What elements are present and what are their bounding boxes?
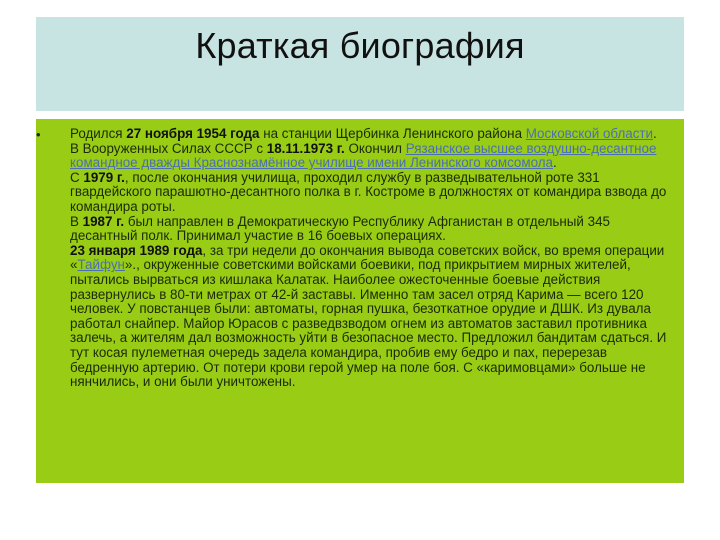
slide-title: Краткая биография [195,25,525,66]
birth-date: 27 ноября 1954 года [126,126,260,141]
text-span: С [70,169,84,185]
text-span: Родился [70,126,127,141]
text-span: . [553,155,557,171]
service-date: 18.11.1973 г. [266,140,345,156]
paragraph-service [70,142,670,171]
paragraph-birth [70,127,670,142]
text-span: на станции Щербинка Ленинского района [259,126,526,141]
paragraph-1987 [70,215,670,244]
date-1987: 1987 г. [82,213,125,229]
bullet-marker: • [36,127,41,142]
text-span: был направлен в Демократическую Республику Афганистан в отдельный 345 десантный полк. Принимал участие в 16 боевых операциях. [70,213,610,244]
biography-text [70,127,670,390]
text-span: , после окончания училища, проходил службу в разведывательной роте 331 гвардейского парашютно-десантного полка в г. Костроме в должностях от командира взвода до командира роты. [70,169,667,214]
text-span: . [653,126,657,141]
paragraph-1989 [70,244,670,390]
link-typhoon[interactable]: Тайфун [77,257,125,273]
date-1979: 1979 г. [83,169,125,185]
text-span: »., окруженные советскими войсками боевики, под прикрытием мирных жителей, пытались вырваться из кишлака Калатак. Наиболее ожесточенные боевые действия развернулись в 80-ти метрах от 42-й заставы. Именно там засел отряд Карима — всего 120 человек. У повстанцев были: автоматы, горная пушка, безоткатное орудие и ДШК. Из дувала работал снайпер. Майор Юрасов с разведвзводом огнем из автоматов заставил противника залечь, а жителям дал возможность уйти в безопасное место. Предложил бандитам сдаться. И тут косая пулеметная очередь задела командира, пробив ему бедро и пах, перерезав бедренную артерию. От потери крови герой умер на поле боя. С «каримовцами» больше не нянчились, и они были уничтожены. [70,257,667,390]
text-span: , за три недели до окончания вывода советских войск, во время операции « [70,242,665,273]
text-span: В [70,213,83,229]
text-span: В Вооруженных Силах СССР с [70,140,267,156]
link-moscow-oblast[interactable]: Московской области [525,126,654,141]
paragraph-1979 [70,171,670,215]
title-panel [36,17,684,111]
date-1989: 23 января 1989 года [70,242,203,258]
text-span: Окончил [344,140,406,156]
link-ryazan-school[interactable]: Рязанское высшее воздушно-десантное командное дважды Краснознамённое училище имени Ленинского комсомола [70,140,657,171]
